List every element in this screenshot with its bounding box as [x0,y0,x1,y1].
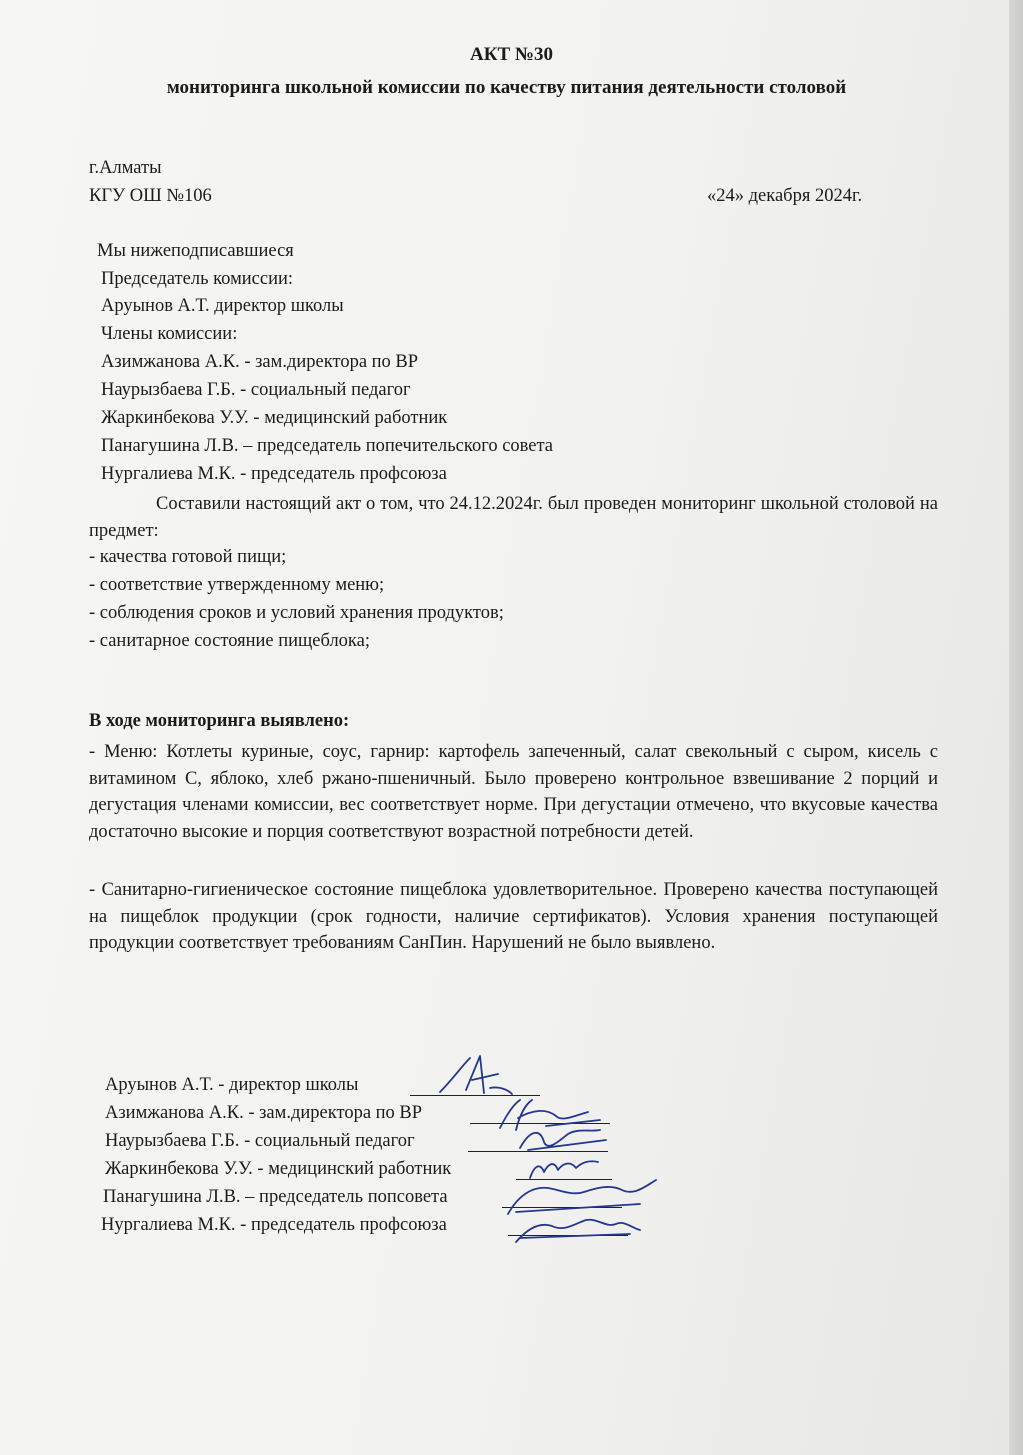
findings-sanitary-paragraph: - Санитарно-гигиеническое состояние пищеблока удовлетворительное. Проверено качества поступающей на пищеблок продукции (срок годности, наличие сертификатов). Условия хранения поступающей продукции соответствует требованиям СанПин. Нарушений не было выявлено. [89,880,938,953]
city: г.Алматы [89,158,162,178]
member-item: Жаркинбекова У.У. - медицинский работник [101,408,448,428]
signature-mark [520,1130,606,1150]
findings-menu-paragraph: - Меню: Котлеты куриные, соус, гарнир: картофель запеченный, салат свекольный с сыром, кисель с витамином С, яблоко, хлеб ржано-пшеничный. Было проверено контрольное взвешивание 2 порций и дегустация членами комиссии, вес соответствует норме. При дегустации отмечено, что вкусовые качества достаточно высокие и порция соответствуют возрастной потребности детей. [89,742,938,842]
member-item: Азимжанова А.К. - зам.директора по ВР [101,352,419,372]
signature-mark [530,1161,598,1178]
signature-mark [516,1220,640,1242]
scope-item: - санитарное состояние пищеблока; [89,631,370,651]
member-item: Наурызбаева Г.Б. - социальный педагог [101,380,411,400]
scope-item: - соответствие утвержденному меню; [89,575,385,595]
signature-row: Жаркинбекова У.У. - медицинский работник [105,1159,452,1179]
member-item: Панагушина Л.В. – председатель попечительского совета [101,436,554,456]
document-date: «24» декабря 2024г. [707,186,863,206]
signature-mark [500,1100,600,1130]
signature-row: Нургалиева М.К. - председатель профсоюза [101,1215,447,1235]
signature-mark [440,1056,512,1094]
signature-row: Аруынов А.Т. - директор школы [105,1075,359,1095]
scope-item: - качества готовой пищи; [89,547,287,567]
scope-item: - соблюдения сроков и условий хранения продуктов; [89,603,504,623]
document-subtitle: мониторинга школьной комиссии по качеству питания деятельности столовой [166,77,847,98]
signature-row: Азимжанова А.К. - зам.директора по ВР [105,1103,423,1123]
signature-mark [508,1180,656,1214]
findings-heading: В ходе мониторинга выявлено: [89,711,350,731]
organization: КГУ ОШ №106 [89,186,212,206]
member-item: Нургалиева М.К. - председатель профсоюза [101,464,447,484]
signature-row: Наурызбаева Г.Б. - социальный педагог [105,1131,415,1151]
chair-name: Аруынов А.Т. директор школы [101,296,344,316]
statement-paragraph: Составили настоящий акт о том, что 24.12.2024г. был проведен мониторинг школьной столовой на предмет: [89,494,938,541]
members-label: Члены комиссии: [101,324,238,344]
document-title: АКТ №30 [469,44,553,65]
signature-row: Панагушина Л.В. – председатель попсовета [103,1187,448,1207]
chair-label: Председатель комиссии: [101,269,294,289]
commission-intro: Мы нижеподписавшиеся [97,241,294,261]
